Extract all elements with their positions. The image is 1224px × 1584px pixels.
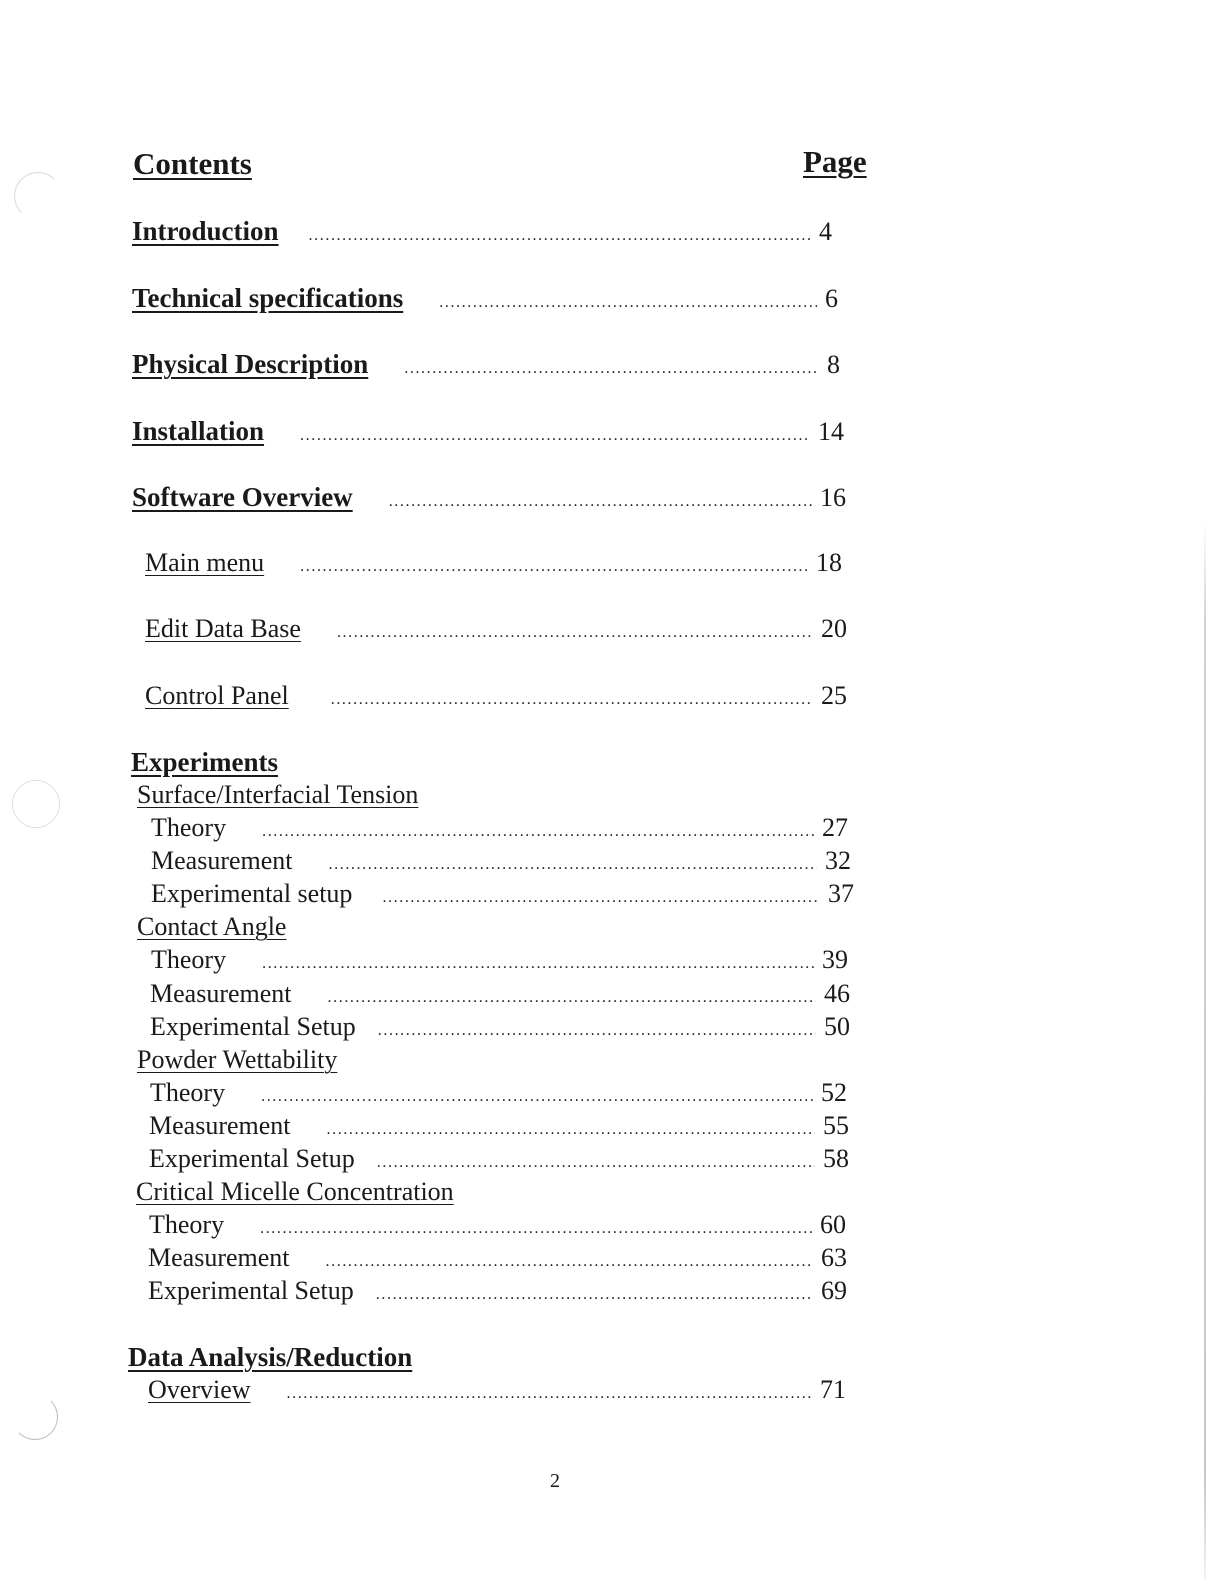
dot-leader (327, 1121, 815, 1139)
toc-entry-experimental-setup[interactable] (150, 1012, 850, 1042)
binder-hole-mark (12, 780, 60, 828)
dot-leader (404, 360, 819, 378)
toc-entry-theory[interactable] (149, 1210, 846, 1240)
page-number: 2 (550, 1470, 560, 1492)
toc-entry-label: Installation (132, 416, 265, 446)
dot-leader (377, 1154, 815, 1172)
toc-entry-label: Theory (149, 1210, 225, 1239)
dot-leader (439, 294, 817, 312)
toc-entry-label: Technical specifications (132, 283, 404, 313)
toc-entry-page: 6 (825, 284, 838, 313)
toc-entry-page: 37 (828, 879, 854, 908)
dot-leader (262, 955, 814, 973)
toc-entry-label: Experimental Setup (149, 1144, 355, 1173)
toc-entry-technical-specifications[interactable] (132, 283, 838, 314)
contents-heading: Contents (133, 146, 252, 181)
toc-entry-theory[interactable] (151, 945, 848, 975)
toc-entry-page: 52 (821, 1078, 847, 1107)
dot-leader (309, 227, 811, 245)
toc-entry-page: 60 (820, 1210, 846, 1239)
toc-entry-label: Physical Description (132, 349, 369, 379)
dot-leader (261, 1088, 813, 1106)
toc-entry-experimental-setup[interactable] (149, 1144, 849, 1174)
toc-entry-theory[interactable] (150, 1078, 847, 1108)
toc-entry-experimental-setup[interactable] (151, 879, 854, 909)
toc-entry-label: Measurement (149, 1111, 291, 1140)
dot-leader (328, 989, 816, 1007)
toc-entry-edit-data-base[interactable] (145, 614, 847, 644)
binder-hole-mark (12, 1394, 58, 1440)
toc-entry-measurement[interactable] (151, 846, 851, 876)
toc-entry-label: Introduction (132, 216, 279, 246)
dot-leader (326, 1253, 813, 1271)
toc-entry-installation[interactable] (132, 416, 844, 447)
dot-leader (378, 1022, 816, 1040)
toc-entry-page: 20 (821, 614, 847, 643)
dot-leader (329, 856, 817, 874)
dot-leader (262, 823, 814, 841)
toc-entry-label: Experimental Setup (148, 1276, 354, 1305)
toc-entry-page: 58 (823, 1144, 849, 1173)
scan-edge-line (1204, 520, 1206, 1580)
dot-leader (331, 691, 813, 709)
toc-entry-label: Measurement (148, 1243, 290, 1272)
page-column-heading: Page (803, 144, 867, 179)
toc-entry-measurement[interactable] (149, 1111, 849, 1141)
toc-entry-page: 46 (824, 979, 850, 1008)
toc-entry-page: 25 (821, 681, 847, 710)
subsection-heading-critical-micelle-concentration: Critical Micelle Concentration (136, 1177, 454, 1206)
toc-entry-measurement[interactable] (150, 979, 850, 1009)
dot-leader (337, 624, 813, 642)
toc-entry-label: Theory (151, 945, 227, 974)
dot-leader (287, 1385, 812, 1403)
toc-entry-software-overview[interactable] (132, 482, 846, 513)
toc-entry-overview[interactable] (148, 1375, 846, 1405)
subsection-heading-powder-wettability: Powder Wettability (137, 1045, 338, 1074)
toc-entry-page: 50 (824, 1012, 850, 1041)
toc-entry-label: Edit Data Base (145, 614, 301, 643)
toc-entry-control-panel[interactable] (145, 681, 847, 711)
section-heading-data-analysis: Data Analysis/Reduction (128, 1342, 413, 1372)
toc-entry-main-menu[interactable] (145, 548, 842, 578)
toc-entry-page: 4 (819, 217, 832, 246)
dot-leader (300, 558, 808, 576)
toc-entry-page: 39 (822, 945, 848, 974)
toc-entry-introduction[interactable] (132, 216, 832, 247)
toc-entry-measurement[interactable] (148, 1243, 847, 1273)
toc-entry-page: 71 (820, 1375, 846, 1404)
binder-hole-mark (14, 172, 62, 220)
toc-entry-page: 55 (823, 1111, 849, 1140)
toc-entry-label: Overview (148, 1375, 251, 1404)
dot-leader (382, 889, 820, 907)
toc-entry-label: Experimental Setup (150, 1012, 356, 1041)
toc-entry-label: Measurement (150, 979, 292, 1008)
toc-entry-experimental-setup[interactable] (148, 1276, 847, 1306)
toc-entry-label: Measurement (151, 846, 293, 875)
subsection-heading-contact-angle: Contact Angle (137, 912, 287, 941)
dot-leader (389, 493, 812, 511)
toc-entry-label: Theory (150, 1078, 226, 1107)
dot-leader (376, 1286, 813, 1304)
toc-entry-page: 8 (827, 350, 840, 379)
toc-entry-page: 16 (820, 483, 846, 512)
dot-leader (260, 1220, 812, 1238)
toc-entry-page: 18 (816, 548, 842, 577)
toc-entry-page: 14 (818, 417, 844, 446)
toc-entry-page: 32 (825, 846, 851, 875)
toc-entry-page: 63 (821, 1243, 847, 1272)
section-heading-experiments: Experiments (131, 747, 278, 777)
toc-entry-physical-description[interactable] (132, 349, 840, 380)
toc-entry-label: Software Overview (132, 482, 353, 512)
toc-entry-page: 27 (822, 813, 848, 842)
toc-entry-label: Main menu (145, 548, 265, 577)
toc-entry-theory[interactable] (151, 813, 848, 843)
toc-entry-label: Experimental setup (151, 879, 353, 908)
toc-entry-page: 69 (821, 1276, 847, 1305)
toc-entry-label: Theory (151, 813, 227, 842)
toc-entry-label: Control Panel (145, 681, 289, 710)
dot-leader (300, 427, 810, 445)
subsection-heading-surface-tension: Surface/Interfacial Tension (137, 780, 419, 809)
